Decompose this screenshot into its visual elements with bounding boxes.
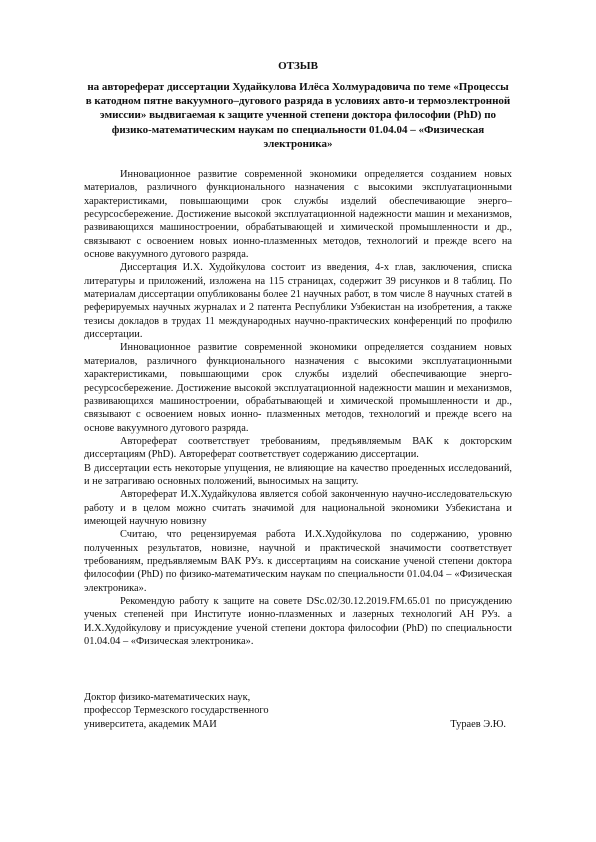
- signature-title-line: профессор Термезского государственного: [84, 705, 269, 717]
- document-title: ОТЗЫВ: [278, 60, 318, 72]
- paragraph: Диссертация И.Х. Худойкулова состоит из введения, 4-х глав, заключения, списка литературы и приложений, изложена на 115 страницах, содержит 39 рисунков и 8 таблиц. По материалам диссертации опубликованы более 21 научных работ, в том числе 8 научных статей в реферируемых научных журналах и 2 патента Республики Узбекистан на изобретения, а также тезисы докладов в трудах 11 международных научно-практических конференций по профилю диссертации.: [84, 262, 512, 341]
- paragraph: Считаю, что рецензируемая работа И.Х.Худойкулова по содержанию, уровню полученных результатов, новизне, научной и практической значимости соответствует требованиям, предъявляемым ВАК РУз. к диссертациям на соискание ученой степени доктора философии (PhD) по физико-математическим наукам по специальности 01.04.04 – «Физическая электроника».: [84, 529, 512, 594]
- signatory-name: Тураев Э.Ю.: [450, 718, 506, 730]
- paragraph: Инновационное развитие современной экономики определяется созданием новых материалов, различного функционального назначения с высокими эксплуатационными характеристиками, повышающими срок службы изделий обеспечивающие энерго-ресурсосбережение. Достижение высокой эксплуатационной надежности машин и механизмов, развивающихся машиностроении, обрабатывающей и химической промышленности и др., связывают с освоением новых ионно- плазменных методов, технологий и прежде всего на основе вакуумного дугового разряда.: [84, 342, 512, 434]
- paragraph: Автореферат соответствует требованиям, предъявляемым ВАК к докторским диссертациям (PhD). Автореферат соответствует содержанию диссертации.: [84, 435, 512, 461]
- paragraph: Инновационное развитие современной экономики определяется созданием новых материалов, различного функционального назначения с высокими эксплуатационными характеристиками, повышающими срок службы изделий обеспечивающие энерго–ресурсосбережение. Достижение высокой эксплуатационной надежности машин и механизмов, развивающихся машиностроении, обрабатывающей и химической промышленности и др., связывают с освоением новых ионно-плазменных методов, технологий и прежде всего на основе вакуумного дугового разряда.: [84, 169, 512, 261]
- signature-title-line: университета, академик МАИ: [84, 718, 217, 730]
- paragraph: Рекомендую работу к защите на совете DSc.02/30.12.2019.FM.65.01 по присуждению ученых степеней при Институте ионно-плазменных и лазерных технологий АН РУз. а И.Х.Худойкулову и присуждение ученой степени доктора философии (PhD) по специальности 01.04.04 – «Физическая электроника».: [84, 596, 512, 648]
- signature-title-line: Доктор физико-математических наук,: [84, 692, 251, 703]
- signature-block: [84, 691, 512, 731]
- document-heading: на автореферат диссертации Худайкулова Илёса Холмурадовича по теме «Процессы в катодном пятне вакуумного–дугового разряда в условиях авто-и термоэлектронной эмиссии» выдвигаемая к защите ученной степени доктора философии (PhD) по физико-математическим наукам по специальности 01.04.04 – «Физическая электроника»: [85, 81, 511, 150]
- paragraph: Автореферат И.Х.Худайкулова является собой законченную научно-исследовательскую работу и в целом можно считать значимой для национальной экономики Узбекистана и имеющей научную новизну: [84, 489, 512, 527]
- paragraph: В диссертации есть некоторые упущения, не влияющие на качество проеденных исследований, и не затрагиваю основных положений, выносимых на защиту.: [84, 462, 512, 487]
- document-body: [84, 168, 512, 648]
